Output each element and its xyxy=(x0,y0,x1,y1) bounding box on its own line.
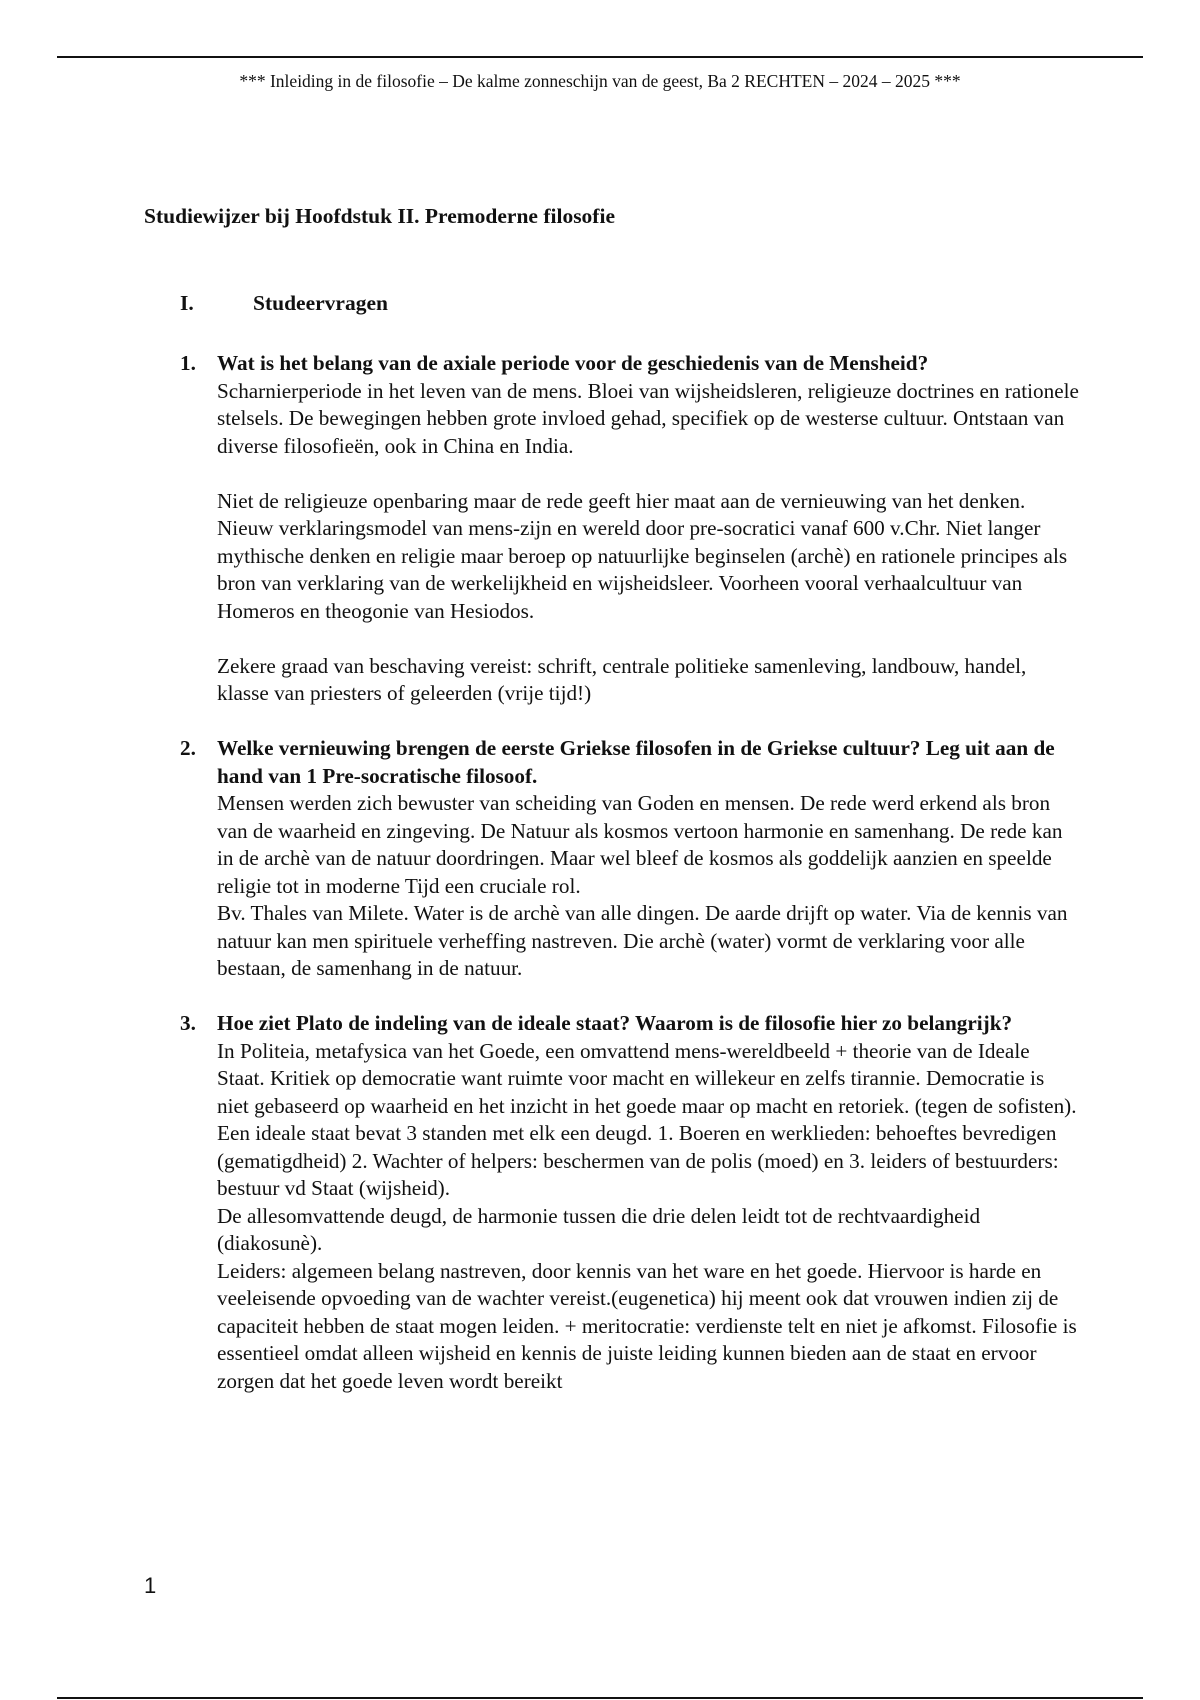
question-number: 1. xyxy=(180,351,196,375)
section-number: I. xyxy=(180,291,194,315)
question-number: 3. xyxy=(180,1011,196,1035)
header-rule xyxy=(57,56,1143,58)
question-number: 2. xyxy=(180,736,196,760)
section-title: Studeervragen xyxy=(253,291,388,315)
document-title: Studiewijzer bij Hoofdstuk II. Premoderne filosofie xyxy=(144,204,615,228)
page-number: 1 xyxy=(144,1573,157,1598)
page-header: *** Inleiding in de filosofie – De kalme zonneschijn van de geest, Ba 2 RECHTEN – 2024 – 2025 *** xyxy=(239,71,961,91)
question-title: Hoe ziet Plato de indeling van de ideale staat? Waarom is de filosofie hier zo belangrijk? xyxy=(217,1011,1013,1035)
answer-paragraph: Leiders: algemeen belang nastreven, door kennis van het ware en het goede. Hiervoor is harde en veeleisende opvoeding van de wachter vereist.(eugenetica) hij meent ook dat vrouwen indien zij de capaciteit hebben de staat mogen leiden. + meritocratie: verdienste telt en niet je afkomst. Filosofie is essentieel omdat alleen wijsheid en kennis de juiste leiding kunnen bieden aan de staat en ervoor zorgen dat het goede leven wordt bereikt xyxy=(217,1258,1077,1393)
answer-paragraph: Niet de religieuze openbaring maar de rede geeft hier maat aan de vernieuwing van het denken. Nieuw verklaringsmodel van mens-zijn en wereld door pre-socratici vanaf 600 v.Chr. Niet langer mythische denken en religie maar beroep op natuurlijke beginselen (archè) en rationele principes als bron van verklaring van de werkelijkheid en wijsheidsleer. Voorheen vooral verhaalcultuur van Homeros en theogonie van Hesiodos. xyxy=(217,488,1068,623)
question-1 xyxy=(180,350,1080,708)
answer-paragraph: Bv. Thales van Milete. Water is de archè van alle dingen. De aarde drijft op water. Via de kennis van natuur kan men spirituele verheffing nastreven. Die archè (water) vormt de verklaring voor alle bestaan, de samenhang in de natuur. xyxy=(217,901,1068,980)
question-title: Wat is het belang van de axiale periode voor de geschiedenis van de Mensheid? xyxy=(217,351,929,375)
answer-paragraph: Zekere graad van beschaving vereist: schrift, centrale politieke samenleving, landbouw, handel, klasse van priesters of geleerden (vrije tijd!) xyxy=(217,653,1027,705)
question-3 xyxy=(180,1010,1080,1395)
answer-paragraph: Mensen werden zich bewuster van scheiding van Goden en mensen. De rede werd erkend als bron van de waarheid en zingeving. De Natuur als kosmos vertoon harmonie en samenhang. De rede kan in de archè van de natuur doordringen. Maar wel bleef de kosmos als goddelijk aanzien en speelde religie tot in moderne Tijd een cruciale rol. xyxy=(217,791,1063,898)
answer-paragraph: De allesomvattende deugd, de harmonie tussen die drie delen leidt tot de rechtvaardigheid (diakosunè). xyxy=(217,1203,981,1255)
question-2 xyxy=(180,735,1080,983)
answer-paragraph: Scharnierperiode in het leven van de mens. Bloei van wijsheidsleren, religieuze doctrines en rationele stelsels. De bewegingen hebben grote invloed gehad, specifiek op de westerse cultuur. Ontstaan van diverse filosofieën, ook in China en India. xyxy=(217,378,1079,458)
section-heading xyxy=(180,291,388,316)
answer-paragraph: Een ideale staat bevat 3 standen met elk een deugd. 1. Boeren en werklieden: behoeftes bevredigen (gematigdheid) 2. Wachter of helpers: beschermen van de polis (moed) en 3. leiders of bestuurders: bestuur vd Staat (wijsheid). xyxy=(217,1121,1059,1200)
questions-list xyxy=(180,350,1080,1423)
answer-paragraph: In Politeia, metafysica van het Goede, een omvattend mens-wereldbeeld + theorie van de Ideale Staat. Kritiek op democratie want ruimte voor macht en willekeur en zelfs tirannie. Democratie is niet gebaseerd op waarheid en het inzicht in het goede maar op macht en retoriek. (tegen de sofisten). xyxy=(217,1038,1077,1118)
question-title: Welke vernieuwing brengen de eerste Griekse filosofen in de Griekse cultuur? Leg uit aan de hand van 1 Pre-socratische filosoof. xyxy=(217,736,1055,788)
footer-rule xyxy=(57,1697,1143,1699)
